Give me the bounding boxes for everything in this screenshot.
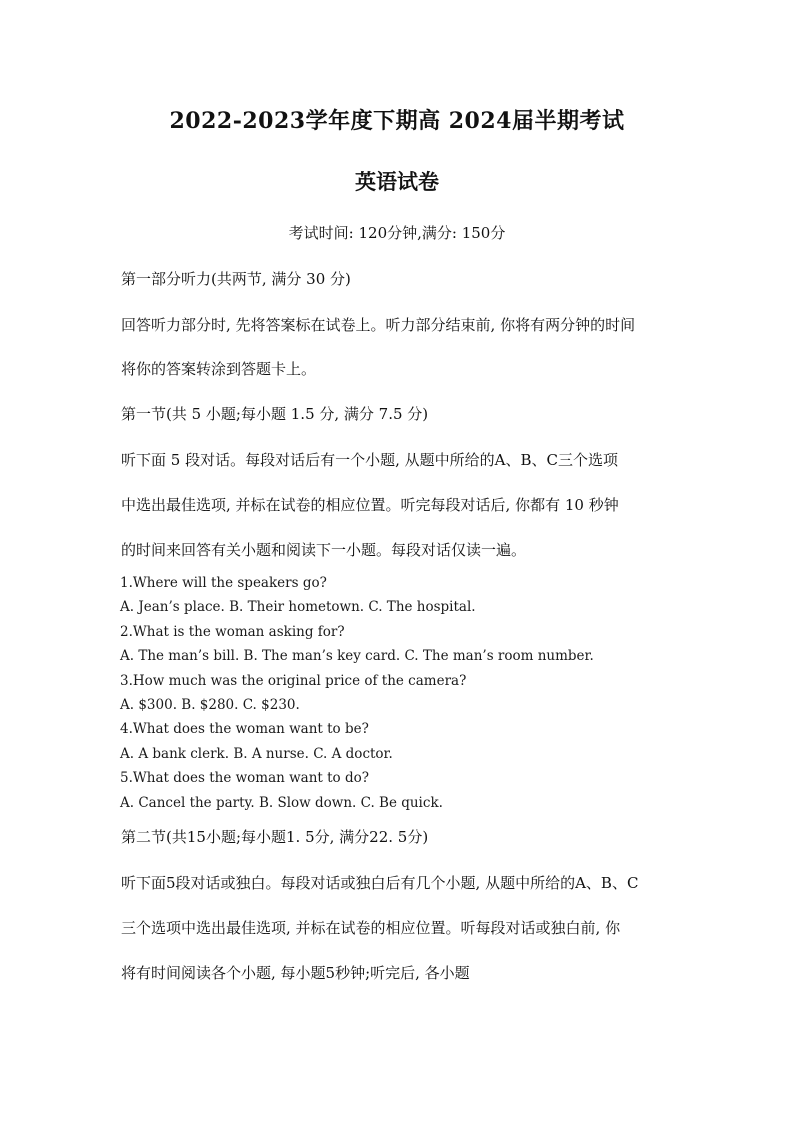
- part1-heading: 第一部分听力(共两节, 满分 30 分): [121, 270, 351, 288]
- section2-instruction-line: 三个选项中选出最佳选项, 并标在试卷的相应位置。听每段对话或独白前, 你: [121, 919, 621, 937]
- part1-instruction-line: 将你的答案转涂到答题卡上。: [121, 360, 317, 378]
- section2-heading: 第二节(共15小题;每小题1. 5分, 满分22. 5分): [121, 828, 429, 846]
- section1-instruction-line: 的时间来回答有关小题和阅读下一小题。每段对话仅读一遍。: [121, 541, 527, 559]
- question-3: 3.How much was the original price of the camera?: [120, 673, 467, 689]
- section1-instruction-line: 中选出最佳选项, 并标在试卷的相应位置。听完每段对话后, 你都有 10 秒钟: [121, 496, 619, 514]
- exam-title: 2022-2023学年度下期高 2024届半期考试: [169, 108, 625, 134]
- question-1-options: A. Jean’s place. B. Their hometown. C. The hospital.: [120, 599, 476, 615]
- question-4: 4.What does the woman want to be?: [120, 721, 369, 737]
- section1-instruction-line: 听下面 5 段对话。每段对话后有一个小题, 从题中所给的A、B、C三个选项: [121, 451, 618, 469]
- exam-subtitle: 英语试卷: [355, 169, 439, 194]
- question-2: 2.What is the woman asking for?: [120, 624, 345, 640]
- question-2-options: A. The man’s bill. B. The man’s key card. C. The man’s room number.: [120, 648, 594, 664]
- part1-instruction-line: 回答听力部分时, 先将答案标在试卷上。听力部分结束前, 你将有两分钟的时间: [121, 316, 636, 334]
- question-5: 5.What does the woman want to do?: [120, 770, 369, 786]
- section1-heading: 第一节(共 5 小题;每小题 1.5 分, 满分 7.5 分): [121, 405, 429, 423]
- question-1: 1.Where will the speakers go?: [120, 575, 327, 591]
- question-4-options: A. A bank clerk. B. A nurse. C. A doctor.: [120, 746, 393, 762]
- section2-instruction-line: 将有时间阅读各个小题, 每小题5秒钟;听完后, 各小题: [121, 964, 470, 982]
- exam-info: 考试时间: 120分钟,满分: 150分: [288, 224, 506, 242]
- section2-instruction-line: 听下面5段对话或独白。每段对话或独白后有几个小题, 从题中所给的A、B、C: [121, 874, 639, 892]
- question-5-options: A. Cancel the party. B. Slow down. C. Be quick.: [120, 795, 443, 811]
- question-3-options: A. $300. B. $280. C. $230.: [120, 697, 300, 713]
